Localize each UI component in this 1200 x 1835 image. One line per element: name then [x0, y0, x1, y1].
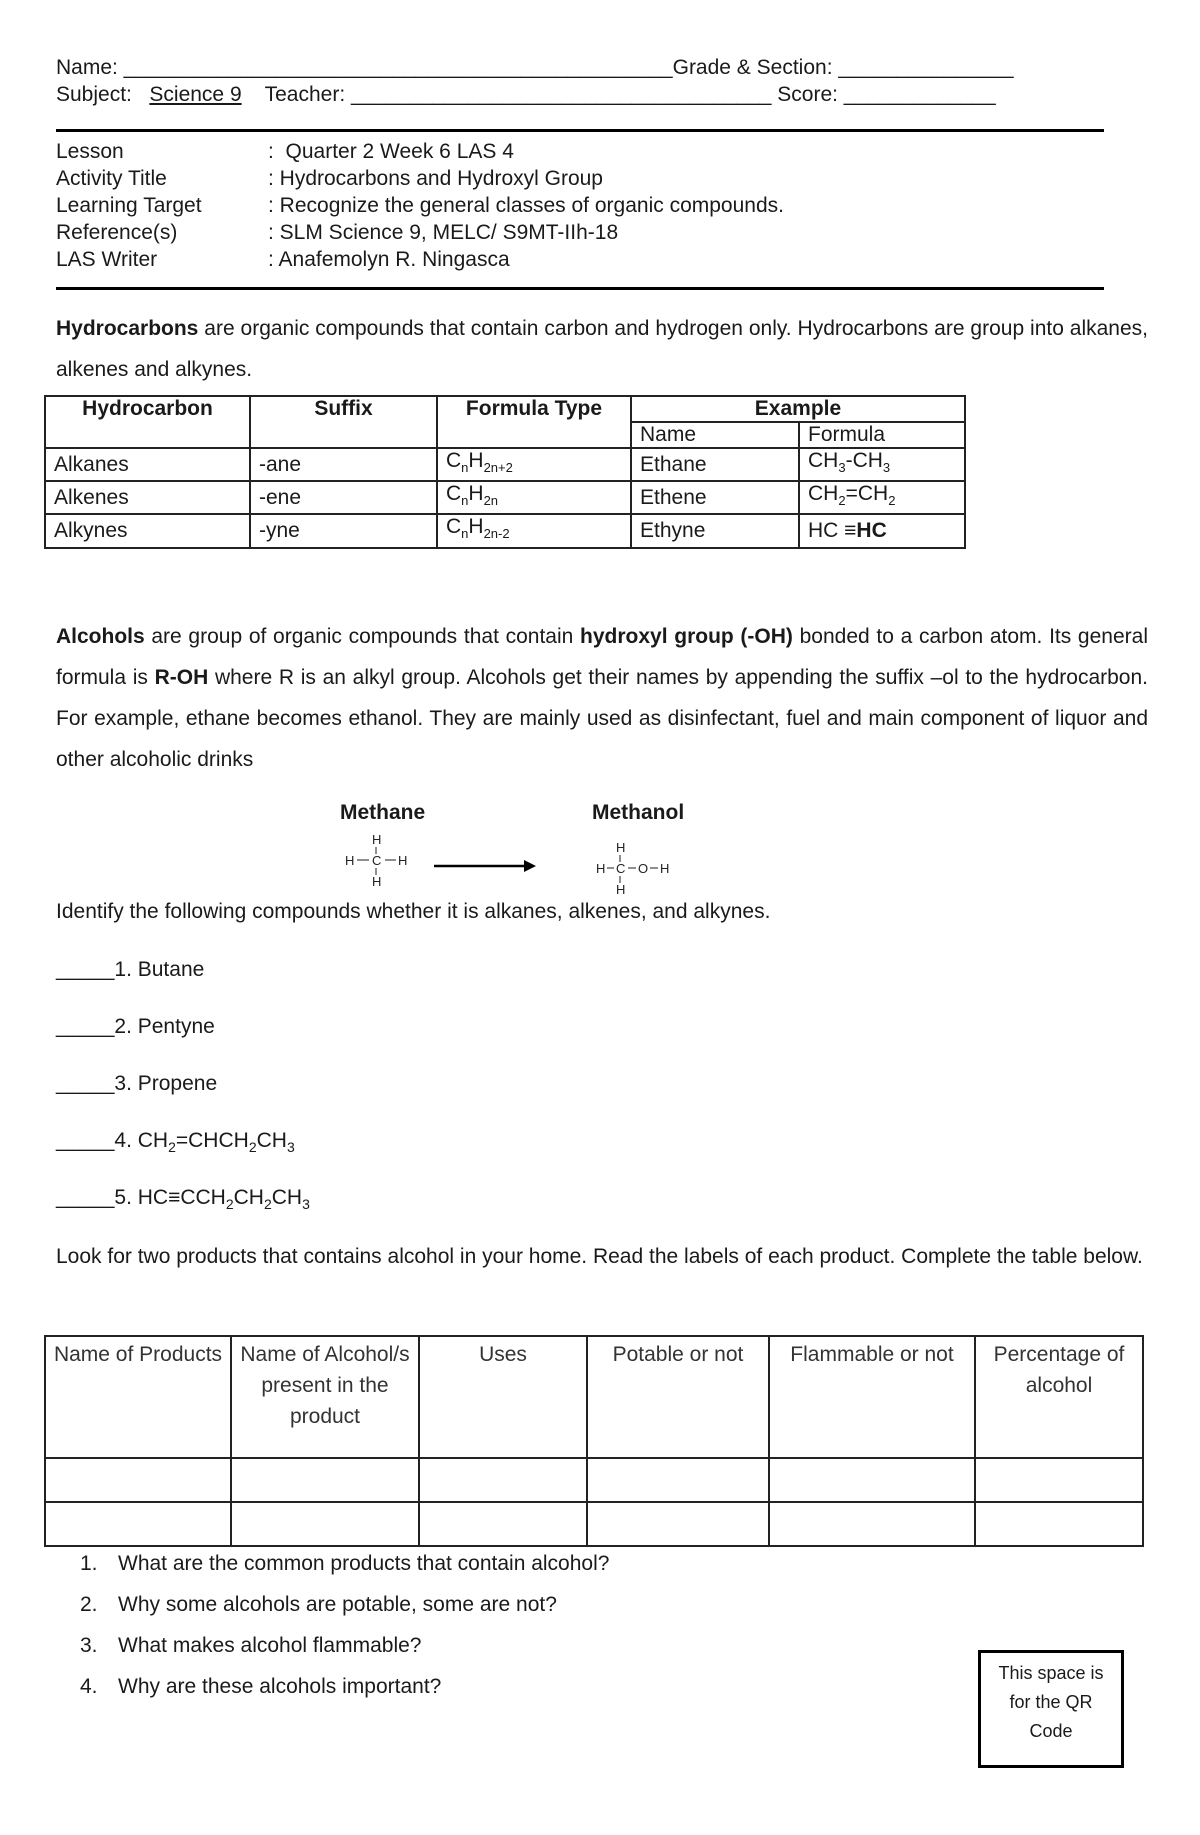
products-instruction: Look for two products that contains alcohol in your home. Read the labels of each product. Complete the table below.	[56, 1245, 1143, 1268]
hydrocarbons-intro	[56, 308, 1148, 390]
answer-cell[interactable]	[587, 1458, 769, 1502]
products-table	[44, 1335, 1144, 1547]
cell-formula: $CH_2=CH_2$	[799, 481, 965, 514]
col-suffix: Suffix	[250, 396, 437, 448]
answer-cell[interactable]	[769, 1502, 975, 1546]
col-alcohol-name: Name of Alcohol/s present in the product	[231, 1336, 419, 1458]
col-flammable: Flammable or not	[769, 1336, 975, 1458]
hydrocarbons-term: Hydrocarbons	[56, 317, 199, 340]
meta-label: Activity Title	[56, 167, 167, 190]
alcohols-term: Alcohols	[56, 625, 145, 648]
answer-cell[interactable]	[419, 1502, 587, 1546]
identify-instruction: Identify the following compounds whether it is alkanes, alkenes, and alkynes.	[56, 900, 771, 923]
answer-cell[interactable]	[975, 1502, 1143, 1546]
alcohols-text-3: where R is an alkyl group. Alcohols get their names by appending the suffix –ol to the hydrocarbon. For example, ethane becomes ethanol. They are mainly used as disinfectant, fuel and main component of liquor and other alcoholic drinks	[56, 666, 1148, 771]
lesson-meta	[56, 138, 784, 273]
atom-o: O	[638, 861, 649, 876]
answer-cell[interactable]	[231, 1502, 419, 1546]
col-formula-type: Formula Type	[437, 396, 631, 448]
atom-h: H	[660, 861, 670, 876]
meta-label: LAS Writer	[56, 248, 158, 271]
alcohols-text-2: bonded to a carbon atom. Its general formula is	[56, 625, 1148, 689]
meta-label: Reference(s)	[56, 221, 178, 244]
meta-value: : Recognize the general classes of organic compounds.	[268, 194, 784, 217]
question-text: What are the common products that contain alcohol?	[118, 1552, 610, 1575]
meta-label: Learning Target	[56, 194, 202, 217]
question-text: Why some alcohols are potable, some are not?	[118, 1593, 557, 1616]
question-text: Why are these alcohols important?	[118, 1675, 442, 1698]
table-header-row	[45, 1336, 1143, 1458]
answer-cell[interactable]	[45, 1458, 231, 1502]
meta-row	[56, 192, 784, 219]
cell-suffix: -ane	[250, 448, 437, 481]
col-name: Name	[631, 422, 799, 448]
col-product-name: Name of Products	[45, 1336, 231, 1458]
col-example: Example	[631, 396, 965, 422]
identify-item-2[interactable]: _____2. Pentyne	[56, 1015, 215, 1038]
qr-text-line: Code	[1029, 1721, 1073, 1741]
hydroxyl-term: hydroxyl group (-OH)	[580, 625, 793, 648]
identify-item-4[interactable]: _____4. $CH_2=CHCH_2CH_3$	[56, 1129, 295, 1156]
table-row	[45, 448, 965, 481]
reaction-arrow	[432, 858, 538, 874]
meta-value: : Quarter 2 Week 6 LAS 4	[268, 140, 514, 163]
atom-h: H	[398, 853, 408, 868]
atom-h: H	[372, 874, 382, 889]
identify-item-4-prefix: _____4. CH	[56, 1129, 169, 1152]
question-number: 2.	[80, 1593, 98, 1616]
identify-item-5[interactable]: _____5. $HC\equiv CCH_2CH_2CH_3$	[56, 1186, 310, 1213]
qr-code-placeholder	[978, 1650, 1124, 1768]
hydrocarbons-text: are organic compounds that contain carbon and hydrogen only. Hydrocarbons are group into alkanes, alkenes and alkynes.	[56, 317, 1148, 381]
qr-text-line: for the QR	[1009, 1692, 1093, 1712]
table-row	[45, 1502, 1143, 1546]
subject-teacher-line	[56, 83, 996, 107]
meta-value: : SLM Science 9, MELC/ S9MT-IIh-18	[268, 221, 619, 244]
table-row	[45, 514, 965, 547]
meta-value: : Hydrocarbons and Hydroxyl Group	[268, 167, 603, 190]
atom-h: H	[616, 882, 626, 897]
identify-item-5-prefix: _____5. HC≡CCH	[56, 1186, 226, 1209]
atom-h: H	[616, 840, 626, 855]
divider-top	[56, 129, 1104, 132]
atom-c: C	[616, 861, 626, 876]
cell-suffix: -yne	[250, 514, 437, 547]
list-item	[80, 1543, 609, 1584]
identify-item-1[interactable]: _____1. Butane	[56, 958, 205, 981]
question-number: 3.	[80, 1634, 98, 1657]
answer-cell[interactable]	[587, 1502, 769, 1546]
meta-row	[56, 165, 784, 192]
qr-text-line: This space is	[998, 1663, 1104, 1683]
meta-value: : Anafemolyn R. Ningasca	[268, 248, 510, 271]
list-item	[80, 1584, 609, 1625]
col-formula: Formula	[799, 422, 965, 448]
cell-formula: $CH_3-CH_3$	[799, 448, 965, 481]
methanol-label: Methanol	[592, 801, 685, 824]
table-row	[45, 1458, 1143, 1502]
cell-name: Ethene	[631, 481, 799, 514]
answer-cell[interactable]	[769, 1458, 975, 1502]
percentage-header: Percentage of alcohol	[993, 1343, 1125, 1397]
cell-formula-type: $C_nH_{2n}$	[437, 481, 631, 514]
atom-h: H	[596, 861, 606, 876]
list-item	[80, 1625, 609, 1666]
methanol-structure	[594, 840, 678, 900]
answer-cell[interactable]	[975, 1458, 1143, 1502]
meta-row	[56, 246, 784, 273]
subject-value: Science 9	[149, 83, 242, 106]
question-number: 1.	[80, 1552, 98, 1575]
cell-hydrocarbon: Alkynes	[45, 514, 250, 547]
question-text: What makes alcohol flammable?	[118, 1634, 422, 1657]
methane-structure	[340, 832, 410, 892]
answer-cell[interactable]	[419, 1458, 587, 1502]
divider-bottom	[56, 287, 1104, 290]
answer-cell[interactable]	[231, 1458, 419, 1502]
meta-label: Lesson	[56, 140, 124, 163]
cell-hydrocarbon: Alkanes	[45, 448, 250, 481]
methane-label: Methane	[340, 801, 426, 824]
cell-formula-type: $C_nH_{2n+2}$	[437, 448, 631, 481]
cell-hydrocarbon: Alkenes	[45, 481, 250, 514]
atom-c: C	[372, 853, 382, 868]
cell-name: Ethane	[631, 448, 799, 481]
col-percentage	[975, 1336, 1143, 1458]
meta-row	[56, 219, 784, 246]
roh-term: R-OH	[154, 666, 209, 689]
teacher-score-line[interactable]: Teacher: ____________________________________ Score: _____________	[264, 83, 996, 106]
cell-formula: HC ≡HC	[799, 514, 965, 547]
col-uses: Uses	[419, 1336, 587, 1458]
identify-item-3[interactable]: _____3. Propene	[56, 1072, 218, 1095]
question-number: 4.	[80, 1675, 98, 1698]
meta-row	[56, 138, 784, 165]
hydrocarbon-table	[44, 395, 966, 549]
list-item	[80, 1666, 609, 1707]
name-grade-line[interactable]: Name: _______________________________________________Grade & Section: _______________	[56, 56, 1014, 79]
col-potable: Potable or not	[587, 1336, 769, 1458]
questions-list	[80, 1543, 609, 1707]
table-header-row	[45, 396, 965, 422]
atom-h: H	[372, 832, 382, 847]
answer-cell[interactable]	[45, 1502, 231, 1546]
cell-name: Ethyne	[631, 514, 799, 547]
cell-formula-type: $C_nH_{2n-2}$	[437, 514, 631, 547]
cell-suffix: -ene	[250, 481, 437, 514]
subject-label: Subject:	[56, 83, 132, 106]
table-row	[45, 481, 965, 514]
alcohols-text-1: are group of organic compounds that contain	[144, 625, 581, 648]
alcohols-paragraph	[56, 616, 1148, 780]
atom-h: H	[345, 853, 355, 868]
col-hydrocarbon: Hydrocarbon	[45, 396, 250, 448]
